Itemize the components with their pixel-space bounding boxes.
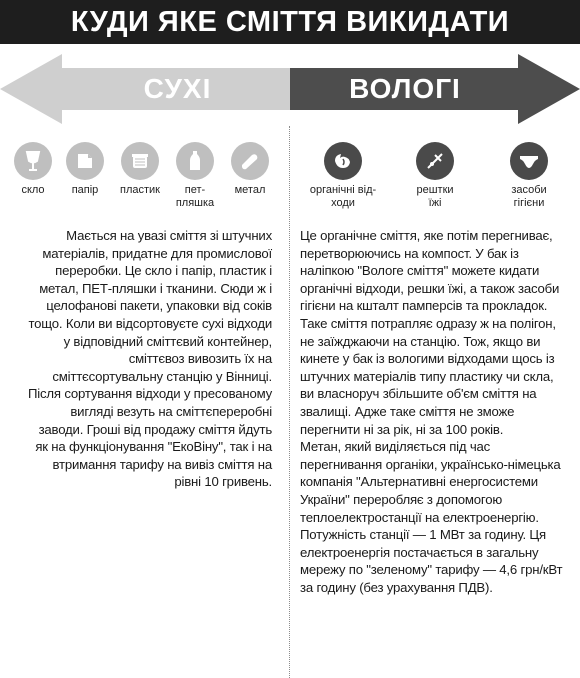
organic-waste-icon bbox=[324, 142, 362, 180]
wet-item-label: засоби гігієни bbox=[511, 184, 547, 209]
dry-item-metal bbox=[224, 142, 276, 197]
dry-item-label: пет- пляшка bbox=[175, 184, 215, 209]
dry-item-label: скло bbox=[21, 184, 45, 196]
wet-item-hygiene bbox=[494, 142, 564, 210]
dry-paragraph: Після сортування відходи у пресованому вигляді везуть на сміттєпереробні заводи. Гроші від продажу сміття йдуть як на функціонування "ЕкоВіну", так і на втримання тарифу на вивіз сміття на рівні 10 гривень. bbox=[28, 386, 272, 490]
metal-can-icon bbox=[231, 142, 269, 180]
page-title: КУДИ ЯКЕ СМІТТЯ ВИКИДАТИ bbox=[0, 0, 580, 44]
pet-bottle-icon bbox=[176, 142, 214, 180]
wet-paragraph: Метан, який виділяється під час перегнивання органіки, українсько-німецька компанія "Альтернативні енергосистеми України" переробляє з допомогою теплоелектростанції на електроенергію. Потужність станції — 1 МВт за годину. Ця електроенергія постачається в загальну мережу по "зеленому" тарифу — 4,6 грн/кВт за годину (без урахування ПДВ). bbox=[300, 439, 563, 595]
dry-item-label: метал bbox=[234, 184, 266, 196]
wet-description bbox=[300, 227, 568, 596]
plastic-icon bbox=[121, 142, 159, 180]
column-divider bbox=[289, 126, 290, 678]
wet-item-organic bbox=[298, 142, 388, 210]
wet-item-food bbox=[400, 142, 470, 210]
dry-description bbox=[24, 227, 272, 491]
paper-icon bbox=[66, 142, 104, 180]
wet-paragraph: Це органічне сміття, яке потім перегниває, перетворюючись на компост. У бак із наліпкою "Вологе сміття" можете кидати органічні відходи, решки їжі, а також засоби гігієни на кшталт памперсів та прокладок. Таке сміття потрапляє одразу ж на полігон, не заїжджаючи на станцію. Тож, якщо ви кинете у бак із вологими відходами щось із штучних матеріалів типу пластику чи скла, ви власноруч збільшите об'єм сміття на звалищі. Адже таке сміття не зможе перегнити ні за рік, ні за 100 років. bbox=[300, 228, 560, 437]
wet-item-label: органічні від- ходи bbox=[309, 184, 377, 209]
dry-item-label: папір bbox=[71, 184, 99, 196]
dry-item-label: пластик bbox=[120, 184, 160, 196]
dry-paragraph: Мається на увазі сміття зі штучних матеріалів, придатне для промислової переробки. Це скло і папір, пластик і метал, ПЕТ-пляшки і тканини. Сюди ж і целофанові пакети, упаковки від соків тощо. Коли ви відсортовуєте сухі відходи у відповідний сміттєвий контейнер, сміттєвоз вивозить їх на сміттєсортувальну станцію у Вінниці. bbox=[28, 228, 272, 384]
glass-icon bbox=[14, 142, 52, 180]
wet-label: ВОЛОГІ bbox=[349, 73, 461, 104]
dry-wet-arrow bbox=[0, 52, 580, 126]
dry-item-pet bbox=[168, 142, 222, 210]
dry-item-plastic bbox=[112, 142, 168, 197]
hygiene-icon bbox=[510, 142, 548, 180]
dry-item-paper bbox=[60, 142, 110, 197]
wet-item-label: рештки їжі bbox=[416, 184, 454, 209]
dry-label: СУХІ bbox=[143, 73, 212, 104]
dry-item-glass bbox=[8, 142, 58, 197]
food-scraps-icon bbox=[416, 142, 454, 180]
